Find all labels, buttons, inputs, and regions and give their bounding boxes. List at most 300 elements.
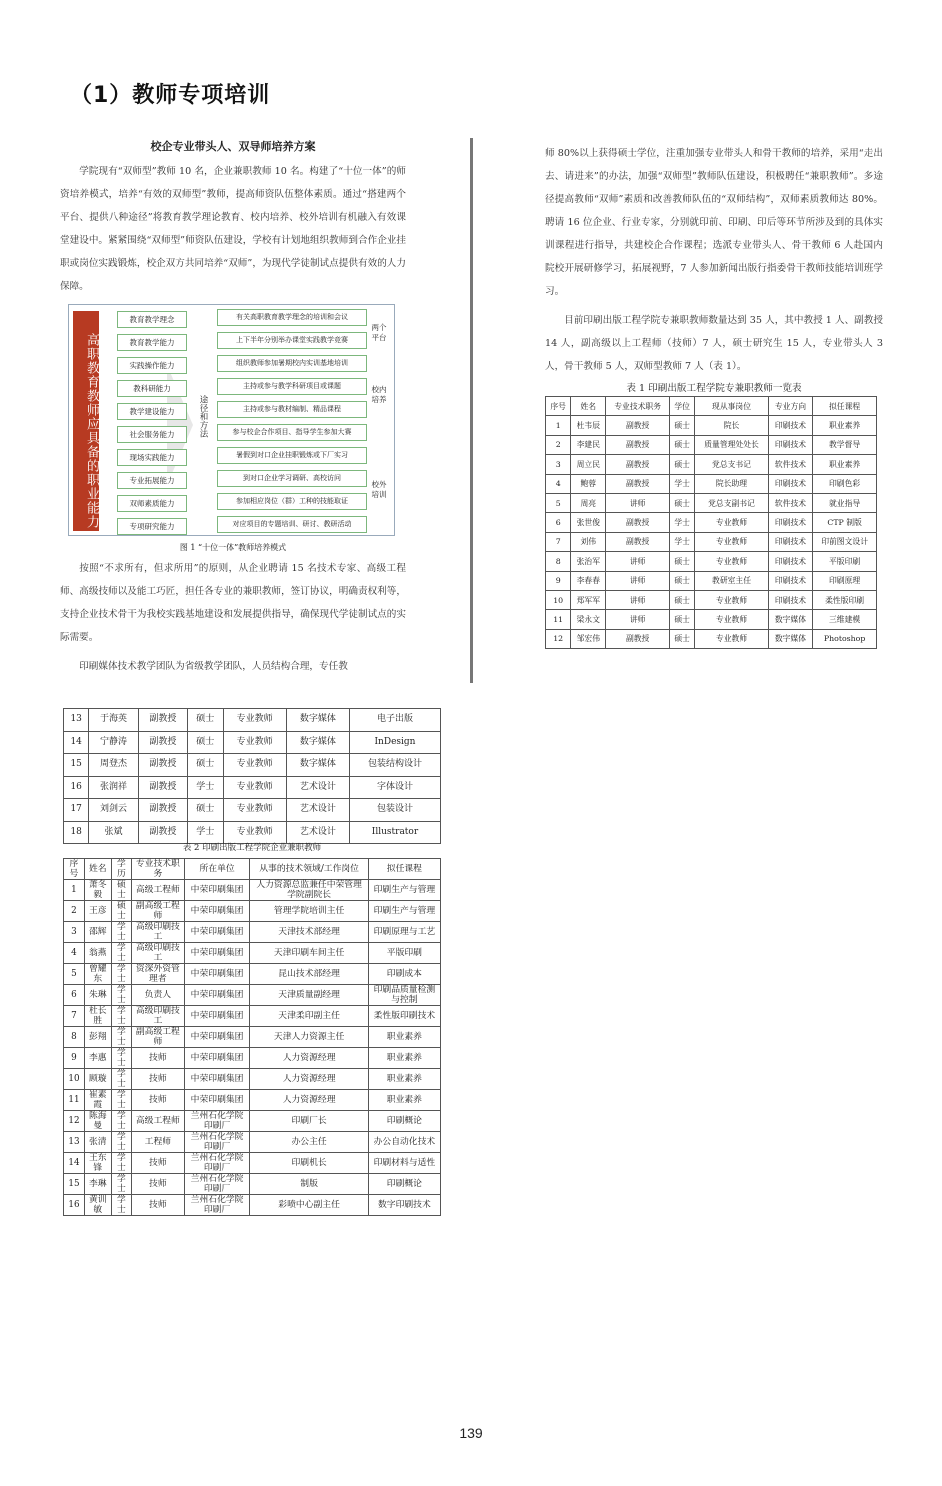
- table1-cell: 数字媒体: [286, 709, 349, 732]
- table1-cell: 刘伟: [571, 532, 606, 551]
- table-row: [64, 799, 441, 822]
- table2-cell: 技师: [132, 1069, 185, 1090]
- table2-cell: 陈海曼: [84, 1111, 111, 1132]
- group-label-internal: 校内培养: [371, 385, 387, 404]
- table2-cell: 人力资源总监兼任中荣管理学院副院长: [250, 880, 368, 901]
- table1-continued: [63, 708, 441, 844]
- scheme-title: 校企专业带头人、双导师培养方案: [150, 140, 316, 153]
- table1-cell: 专业教师: [695, 532, 768, 551]
- table2-cell: 10: [64, 1069, 85, 1090]
- table2-cell: 中荣印刷集团: [184, 943, 250, 964]
- table1-cell: 8: [546, 552, 571, 571]
- table2-cell: 邵辉: [84, 922, 111, 943]
- table2-cell: 兰州石化学院印刷厂: [184, 1153, 250, 1174]
- table1-cell: 软件技术: [768, 455, 813, 474]
- table1-cell: 印刷技术: [768, 474, 813, 493]
- table1-header-cell: 序号: [546, 397, 571, 416]
- table1-cell: 印刷技术: [768, 416, 813, 435]
- table2-cell: 天津柔印副主任: [250, 1006, 368, 1027]
- table1-cell: Photoshop: [813, 629, 877, 648]
- table1-cell: 6: [546, 513, 571, 532]
- table2-cell: 印刷材料与适性: [368, 1153, 440, 1174]
- table2-cell: 天津技术部经理: [250, 922, 368, 943]
- table2-cell: 技师: [132, 1090, 185, 1111]
- table1-cell: 专业教师: [695, 552, 768, 571]
- table2-cell: 学士: [111, 1195, 131, 1216]
- table1-header-cell: 姓名: [571, 397, 606, 416]
- table-row: [546, 610, 877, 629]
- table2-cell: 5: [64, 964, 85, 985]
- way-box: 上下半年分别举办课堂实践教学竞赛: [217, 332, 367, 349]
- table2-cell: 工程师: [132, 1132, 185, 1153]
- table2-cell: 萧冬毅: [84, 880, 111, 901]
- table1-cell: 印刷技术: [768, 513, 813, 532]
- table2-cell: 印刷机长: [250, 1153, 368, 1174]
- table1-cell: 字体设计: [349, 776, 440, 799]
- table1-cell: 李建民: [571, 435, 606, 454]
- table2-cell: 管理学院培训主任: [250, 901, 368, 922]
- table2-cell: 高级印刷技工: [132, 1006, 185, 1027]
- table1-cell: 7: [546, 532, 571, 551]
- table1-cell: 职业素养: [813, 416, 877, 435]
- table1-cell: 讲师: [606, 610, 670, 629]
- table1-cell: 讲师: [606, 571, 670, 590]
- table2-cell: 中荣印刷集团: [184, 922, 250, 943]
- table-row: [546, 474, 877, 493]
- way-box: 有关高职教育教学理念的培训和会议: [217, 309, 367, 326]
- capability-box: 实践操作能力: [117, 357, 187, 374]
- table2-cell: 中荣印刷集团: [184, 964, 250, 985]
- table2-cell: 杜长胜: [84, 1006, 111, 1027]
- table1-cell: 电子出版: [349, 709, 440, 732]
- table1-cell: 印刷技术: [768, 532, 813, 551]
- table1-cell: 副教授: [138, 776, 187, 799]
- group-label-platform: 两个平台: [371, 323, 387, 342]
- table1-cell: 教学督导: [813, 435, 877, 454]
- table2-cell: 高级印刷技工: [132, 922, 185, 943]
- table2-cell: 天津印刷车间主任: [250, 943, 368, 964]
- table1-cell: 学士: [670, 532, 695, 551]
- capability-box: 专项研究能力: [117, 518, 187, 535]
- table2-cell: 硕士: [111, 880, 131, 901]
- way-box: 暑假到对口企业挂职锻炼或下厂实习: [217, 447, 367, 464]
- table1-cell: 硕士: [670, 435, 695, 454]
- table-row: [546, 416, 877, 435]
- table2-cell: 制版: [250, 1174, 368, 1195]
- table1-cell: 副教授: [606, 416, 670, 435]
- table1-cell: 三维建模: [813, 610, 877, 629]
- table1-cell: 邹宏伟: [571, 629, 606, 648]
- table2-cell: 兰州石化学院印刷厂: [184, 1111, 250, 1132]
- table2-cell: 职业素养: [368, 1027, 440, 1048]
- table2-cell: 8: [64, 1027, 85, 1048]
- diagram-vertical-label: 高职教育教师应具备的职业能力: [73, 311, 99, 531]
- table1-cell: 张治军: [571, 552, 606, 571]
- page-number: 139: [459, 1425, 483, 1441]
- table2-header-cell: 序号: [64, 859, 85, 880]
- table2-caption: 表 2 印刷出版工程学院企业兼职教师: [182, 843, 322, 853]
- table-row: [64, 1153, 441, 1174]
- table1-cell: 1: [546, 416, 571, 435]
- group-label-external: 校外培训: [371, 480, 387, 499]
- table2-header-cell: 专业技术职务: [132, 859, 185, 880]
- table-row: [546, 435, 877, 454]
- table2-cell: 职业素养: [368, 1090, 440, 1111]
- table1-cell: 专业教师: [695, 590, 768, 609]
- table-row: [546, 629, 877, 648]
- table2-cell: 顾璇: [84, 1069, 111, 1090]
- table1-cell: CTP 制版: [813, 513, 877, 532]
- right-paragraph-1: 师 80%以上获得硕士学位，注重加强专业带头人和骨干教师的培养，采用“走出去、请进来”的办法，加强“双师型”教师队伍建设，积极聘任“兼职教师”。多途径提高教师“双师”素质和改善教师队伍的“双师结构”，双师素质教师达 80%。聘请 16 位企业、行业专家，分别就印前、印刷、印后等环节所涉及到的具体实训课程进行指导，共建校企合作课程；选派专业带头人、骨干教师 6 人赴国内院校开展研修学习，拓展视野，7 人参加新闻出版行指委骨干教师技能培训班学习。: [545, 148, 883, 297]
- table-row: [64, 1174, 441, 1195]
- table1-cell: 于海英: [89, 709, 138, 732]
- table2-cell: 11: [64, 1090, 85, 1111]
- table1-cell: 3: [546, 455, 571, 474]
- table2-cell: 4: [64, 943, 85, 964]
- table2-cell: 技师: [132, 1174, 185, 1195]
- table1-cell: 鲍蓉: [571, 474, 606, 493]
- table2-cell: 印刷厂长: [250, 1111, 368, 1132]
- table2-cell: 学士: [111, 1111, 131, 1132]
- table1-cell: 10: [546, 590, 571, 609]
- table1-cell: 数字媒体: [286, 754, 349, 777]
- table2-cell: 彭翔: [84, 1027, 111, 1048]
- table2-cell: 高级工程师: [132, 880, 185, 901]
- capability-box: 专业拓展能力: [117, 472, 187, 489]
- table1-cell: 学士: [188, 776, 223, 799]
- table2-cell: 印刷原理与工艺: [368, 922, 440, 943]
- table1-cell: 党总支书记: [695, 455, 768, 474]
- table2-cell: 李惠: [84, 1048, 111, 1069]
- table2-cell: 副高级工程师: [132, 901, 185, 922]
- table2-cell: 学士: [111, 1153, 131, 1174]
- figure-caption: 图 1 “十位一体”教师培养模式: [179, 543, 287, 552]
- table2-cell: 张清: [84, 1132, 111, 1153]
- table1-cell: 艺术设计: [286, 821, 349, 844]
- table1-cell: 18: [64, 821, 89, 844]
- right-column: [545, 142, 883, 649]
- table1-cell: 周登杰: [89, 754, 138, 777]
- table1-cell: 软件技术: [768, 493, 813, 512]
- table2-cell: 1: [64, 880, 85, 901]
- table1-cell: 张世俊: [571, 513, 606, 532]
- table1-cell: 李春春: [571, 571, 606, 590]
- table1-cell: 17: [64, 799, 89, 822]
- table1-cell: 质量管理处处长: [695, 435, 768, 454]
- table1-cell: 13: [64, 709, 89, 732]
- table2-cell: 7: [64, 1006, 85, 1027]
- table-row: [64, 1006, 441, 1027]
- table2-cell: 人力资源经理: [250, 1048, 368, 1069]
- table2-cell: 人力资源经理: [250, 1069, 368, 1090]
- table2-cell: 9: [64, 1048, 85, 1069]
- table1-cell: 讲师: [606, 552, 670, 571]
- way-box: 参加相应岗位（群）工种的技能取证: [217, 493, 367, 510]
- way-box: 对应项目的专题培训、研讨、教研活动: [217, 516, 367, 533]
- table2-cell: 中荣印刷集团: [184, 880, 250, 901]
- table-row: [64, 1195, 441, 1216]
- capability-box: 教科研能力: [117, 380, 187, 397]
- table2-cell: 印刷概论: [368, 1174, 440, 1195]
- capability-list: [117, 311, 187, 541]
- table1-cell: 硕士: [188, 754, 223, 777]
- table1-cell: 11: [546, 610, 571, 629]
- table1-cell: 16: [64, 776, 89, 799]
- table1-cell: 数字媒体: [768, 629, 813, 648]
- table1-cell: 硕士: [670, 610, 695, 629]
- table2-cell: 中荣印刷集团: [184, 1069, 250, 1090]
- table2-cell: 黄训敏: [84, 1195, 111, 1216]
- table2-cell: 技师: [132, 1153, 185, 1174]
- table-row: [546, 552, 877, 571]
- table-row: [64, 1090, 441, 1111]
- table1-cell: 印刷色彩: [813, 474, 877, 493]
- table1-cell: 副教授: [606, 532, 670, 551]
- table2-cell: 中荣印刷集团: [184, 1006, 250, 1027]
- table2-cell: 14: [64, 1153, 85, 1174]
- section-heading: （1）教师专项培训: [70, 83, 271, 108]
- table2-cell: 昆山技术部经理: [250, 964, 368, 985]
- table1-caption: 表 1 印刷出版工程学院专兼职教师一览表: [626, 383, 802, 394]
- table2-cell: 兰州石化学院印刷厂: [184, 1132, 250, 1153]
- table1-header-cell: 专业方向: [768, 397, 813, 416]
- table1-header-cell: 专业技术职务: [606, 397, 670, 416]
- table-row: [64, 754, 441, 777]
- table2-cell: 印刷成本: [368, 964, 440, 985]
- table2-cell: 12: [64, 1111, 85, 1132]
- table1-cell: 硕士: [670, 455, 695, 474]
- table1-cell: 印刷技术: [768, 590, 813, 609]
- table1-cell: 郑军军: [571, 590, 606, 609]
- table1-cell: 梁永文: [571, 610, 606, 629]
- table1-cell: 张润祥: [89, 776, 138, 799]
- table2-cell: 兰州石化学院印刷厂: [184, 1195, 250, 1216]
- table2-cell: 资深外资管理者: [132, 964, 185, 985]
- table2-enterprise-teachers: [63, 858, 441, 1216]
- table1-cell: 副教授: [606, 474, 670, 493]
- table-row: [546, 571, 877, 590]
- table1-cell: 副教授: [606, 455, 670, 474]
- table-row: [64, 1132, 441, 1153]
- table2-cell: 技师: [132, 1195, 185, 1216]
- table2-header-cell: 从事的技术领域/工作岗位: [250, 859, 368, 880]
- table1-cell: 副教授: [606, 629, 670, 648]
- table2-cell: 高级工程师: [132, 1111, 185, 1132]
- table1-cell: 数字媒体: [286, 731, 349, 754]
- table2-cell: 学士: [111, 922, 131, 943]
- table1-cell: 5: [546, 493, 571, 512]
- table-row: [546, 532, 877, 551]
- table-row: [64, 776, 441, 799]
- table2-cell: 副高级工程师: [132, 1027, 185, 1048]
- table1-cell: 专业教师: [223, 731, 286, 754]
- table2-cell: 办公自动化技术: [368, 1132, 440, 1153]
- capability-box: 教育教学理念: [117, 311, 187, 328]
- table-row: [64, 922, 441, 943]
- table2-header-cell: 学历: [111, 859, 131, 880]
- table2-cell: 印刷生产与管理: [368, 901, 440, 922]
- table1-cell: 4: [546, 474, 571, 493]
- table1-cell: 专业教师: [695, 629, 768, 648]
- table1-cell: 杜韦辰: [571, 416, 606, 435]
- right-paragraph-2: 目前印刷出版工程学院专兼职教师数量达到 35 人，其中教授 1 人、副教授 14 人，副高级以上工程师（技师）7 人，硕士研究生 15 人，专业带头人 3 人，骨干教师 5 人，双师型教师 7 人（表 1）。: [545, 315, 883, 372]
- table1-cell: 周亮: [571, 493, 606, 512]
- way-box: 主持或参与教材编制、精品课程: [217, 401, 367, 418]
- capability-box: 双师素质能力: [117, 495, 187, 512]
- table1-cell: 副教授: [606, 513, 670, 532]
- table1-cell: 硕士: [670, 493, 695, 512]
- table1-cell: 艺术设计: [286, 799, 349, 822]
- table2-cell: 学士: [111, 964, 131, 985]
- way-list: [217, 309, 367, 539]
- table2-cell: 3: [64, 922, 85, 943]
- table-row: [64, 1111, 441, 1132]
- left-paragraph-1: 学院现有“双师型”教师 10 名，企业兼职教师 10 名。构建了“十位一体”的师资培养模式，培养“有效的双师型”教师，提高师资队伍整体素质。通过“搭建两个平台、提供八种途径”将教育教学理论教育、校内培养、校外培训有机融入有效课堂建设中。紧紧围绕“双师型”师资队伍建设，学校有计划地组织教师到合作企业挂职或岗位实践锻炼，校企双方共同培养“双师”，为现代学徒制试点提供有效的人力保障。: [60, 166, 406, 292]
- table2-cell: 6: [64, 985, 85, 1006]
- table1-cell: 宁静涛: [89, 731, 138, 754]
- table1-cell: 14: [64, 731, 89, 754]
- table1-cell: 平版印刷: [813, 552, 877, 571]
- table1-cell: 专业教师: [223, 709, 286, 732]
- table1-cell: 印刷技术: [768, 552, 813, 571]
- table-row: [64, 964, 441, 985]
- left-paragraph-3: 印刷媒体技术教学团队为省级教学团队，人员结构合理，专任教: [79, 661, 348, 672]
- table2-cell: 学士: [111, 1027, 131, 1048]
- table1-header-cell: 学位: [670, 397, 695, 416]
- table1-cell: 硕士: [670, 629, 695, 648]
- table2-cell: 中荣印刷集团: [184, 985, 250, 1006]
- table1-cell: 讲师: [606, 590, 670, 609]
- table2-header-cell: 姓名: [84, 859, 111, 880]
- table1-cell: 专业教师: [223, 776, 286, 799]
- table2-header-cell: 所在单位: [184, 859, 250, 880]
- table-row: [64, 709, 441, 732]
- table1-cell: 柔性版印刷: [813, 590, 877, 609]
- table2-cell: 中荣印刷集团: [184, 1048, 250, 1069]
- table1-cell: 教研室主任: [695, 571, 768, 590]
- table2-cell: 王东锋: [84, 1153, 111, 1174]
- table2-cell: 印刷概论: [368, 1111, 440, 1132]
- table1-cell: 党总支副书记: [695, 493, 768, 512]
- table1-cell: 硕士: [670, 590, 695, 609]
- table2-cell: 平版印刷: [368, 943, 440, 964]
- table1-cell: 艺术设计: [286, 776, 349, 799]
- table2-cell: 兰州石化学院印刷厂: [184, 1174, 250, 1195]
- table-row: [64, 1048, 441, 1069]
- table2-cell: 天津人力资源主任: [250, 1027, 368, 1048]
- table-row: [64, 880, 441, 901]
- capability-box: 现场实践能力: [117, 449, 187, 466]
- diagram-path-label: 途径和方法: [198, 395, 208, 438]
- table1-cell: 硕士: [188, 731, 223, 754]
- table2-cell: 学士: [111, 1006, 131, 1027]
- table2-cell: 硕士: [111, 901, 131, 922]
- table1-cell: 院长: [695, 416, 768, 435]
- table1-cell: 副教授: [138, 821, 187, 844]
- table2-cell: 崔素霞: [84, 1090, 111, 1111]
- table1-cell: 讲师: [606, 493, 670, 512]
- capability-box: 教学建设能力: [117, 403, 187, 420]
- table2-cell: 技师: [132, 1048, 185, 1069]
- table1-cell: 副教授: [138, 799, 187, 822]
- table2-cell: 16: [64, 1195, 85, 1216]
- table-row: [64, 1069, 441, 1090]
- table1-cell: 数字媒体: [768, 610, 813, 629]
- table-row: [64, 901, 441, 922]
- table1-cell: 院长助理: [695, 474, 768, 493]
- table-row: [64, 943, 441, 964]
- table1-cell: 包装设计: [349, 799, 440, 822]
- table1-cell: 15: [64, 754, 89, 777]
- way-box: 参与校企合作项目、指导学生参加大赛: [217, 424, 367, 441]
- table2-cell: 职业素养: [368, 1048, 440, 1069]
- table2-cell: 李琳: [84, 1174, 111, 1195]
- table2-cell: 天津质量副经理: [250, 985, 368, 1006]
- table1-cell: 副教授: [138, 731, 187, 754]
- table2-header-cell: 拟任课程: [368, 859, 440, 880]
- table1-cell: 学士: [188, 821, 223, 844]
- table2-cell: 负责人: [132, 985, 185, 1006]
- table1-cell: 印刷技术: [768, 571, 813, 590]
- table-row: [546, 590, 877, 609]
- table2-cell: 高级印刷技工: [132, 943, 185, 964]
- table1-header-cell: 现从事岗位: [695, 397, 768, 416]
- table2-cell: 曾耀东: [84, 964, 111, 985]
- table1-cell: 硕士: [670, 552, 695, 571]
- table1-cell: 专业教师: [695, 513, 768, 532]
- table-row: [546, 455, 877, 474]
- table2-cell: 办公主任: [250, 1132, 368, 1153]
- table-row: [64, 985, 441, 1006]
- table1-cell: 硕士: [670, 416, 695, 435]
- table1-cell: 副教授: [606, 435, 670, 454]
- table1-cell: 印刷原理: [813, 571, 877, 590]
- table2-cell: 印刷品质量检测与控制: [368, 985, 440, 1006]
- table-row: [546, 493, 877, 512]
- table2-cell: 中荣印刷集团: [184, 1027, 250, 1048]
- table2-cell: 学士: [111, 1069, 131, 1090]
- table-row: [64, 1027, 441, 1048]
- table1-cell: 就业指导: [813, 493, 877, 512]
- table1-cell: 包装结构设计: [349, 754, 440, 777]
- table2-cell: 人力资源经理: [250, 1090, 368, 1111]
- table1-cell: 专业教师: [223, 799, 286, 822]
- table1-cell: 专业教师: [695, 610, 768, 629]
- table2-cell: 13: [64, 1132, 85, 1153]
- table1-cell: 硕士: [188, 799, 223, 822]
- table-row: [64, 731, 441, 754]
- table1-cell: 周立民: [571, 455, 606, 474]
- table1-cell: 张斌: [89, 821, 138, 844]
- table1-cell: 2: [546, 435, 571, 454]
- table2-cell: 翁燕: [84, 943, 111, 964]
- table1-cell: 硕士: [188, 709, 223, 732]
- table1-cell: 职业素养: [813, 455, 877, 474]
- table2-cell: 彩喷中心副主任: [250, 1195, 368, 1216]
- table1-cell: 刘剑云: [89, 799, 138, 822]
- table1-full-time-teachers: [545, 396, 877, 649]
- column-divider: [470, 138, 473, 683]
- table1-cell: 副教授: [138, 754, 187, 777]
- way-box: 组织教师参加暑期校内实训基地培训: [217, 355, 367, 372]
- table2-cell: 学士: [111, 1048, 131, 1069]
- table1-cell: 9: [546, 571, 571, 590]
- table2-cell: 学士: [111, 943, 131, 964]
- left-column: [60, 138, 406, 678]
- table1-cell: InDesign: [349, 731, 440, 754]
- capability-box: 社会服务能力: [117, 426, 187, 443]
- table1-cell: 专业教师: [223, 754, 286, 777]
